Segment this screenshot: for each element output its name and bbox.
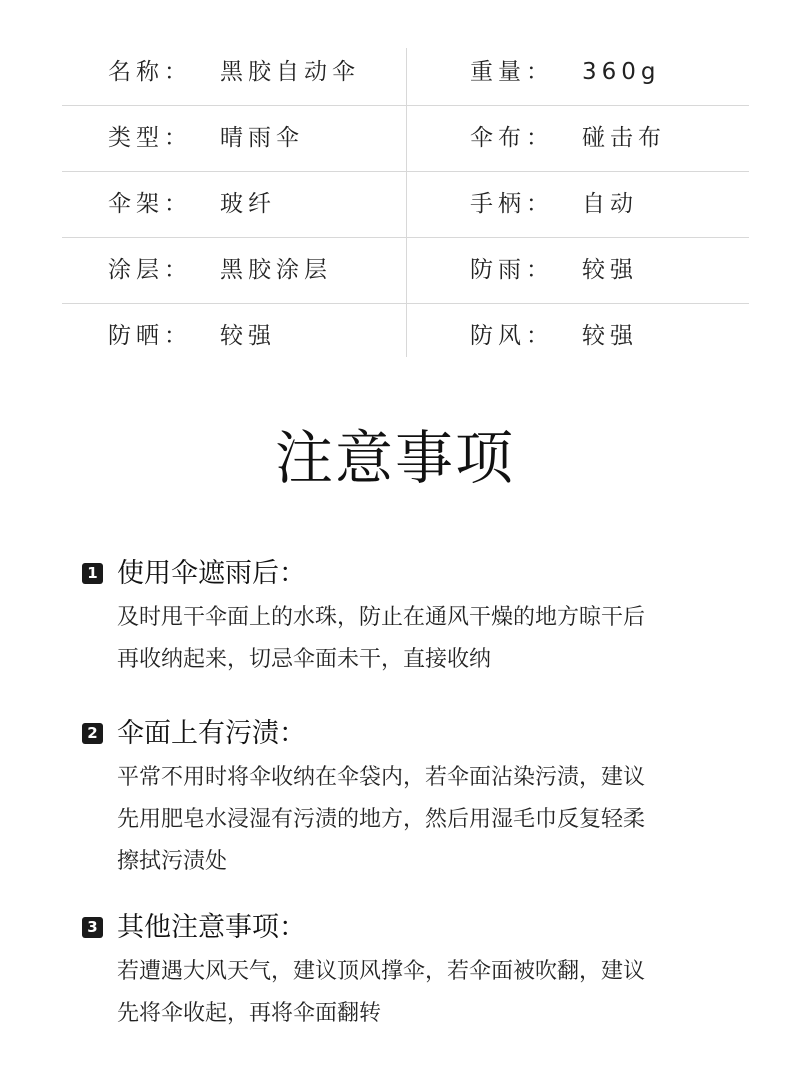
- spec-label: 防雨：: [470, 257, 554, 283]
- spec-label: 伞布：: [470, 125, 554, 151]
- spec-value: 晴雨伞: [220, 125, 304, 151]
- spec-value: 黑胶自动伞: [220, 59, 360, 85]
- notice-item-header: [82, 713, 742, 755]
- notice-item-title: 其他注意事项：: [117, 912, 306, 943]
- spec-label: 防风：: [470, 323, 554, 349]
- spec-value: 黑胶涂层: [220, 257, 332, 283]
- spec-label: 重量：: [470, 59, 554, 85]
- spec-value: 自动: [582, 191, 638, 217]
- number-badge: 3: [82, 917, 103, 938]
- notice-line: 先用肥皂水浸湿有污渍的地方，然后用湿毛巾反复轻柔: [117, 807, 646, 832]
- notice-line: 擦拭污渍处: [117, 849, 228, 874]
- spec-row: [62, 106, 749, 172]
- spec-label: 类型：: [108, 125, 192, 151]
- notice-line: 再收纳起来，切忌伞面未干，直接收纳: [117, 647, 492, 672]
- spec-value: 360g: [582, 59, 661, 85]
- notice-line: 若遭遇大风天气，建议顶风撑伞，若伞面被吹翻，建议: [117, 959, 646, 984]
- spec-label: 名称：: [108, 59, 192, 85]
- spec-label: 伞架：: [108, 191, 192, 217]
- spec-value: 较强: [220, 323, 276, 349]
- notice-line: 平常不用时将伞收纳在伞袋内，若伞面沾染污渍，建议: [117, 765, 646, 790]
- spec-label: 手柄：: [470, 191, 554, 217]
- spec-table: [62, 40, 749, 369]
- notice-item-body: [117, 951, 727, 1035]
- spec-label: 防晒：: [108, 323, 192, 349]
- spec-value: 玻纤: [220, 191, 276, 217]
- notice-item: [82, 713, 742, 883]
- notice-line: 先将伞收起，再将伞面翻转: [117, 1001, 382, 1026]
- notice-item-title: 伞面上有污渍：: [117, 718, 306, 749]
- spec-row: [62, 304, 749, 369]
- spec-value: 较强: [582, 257, 638, 283]
- notice-item-body: [117, 757, 727, 883]
- spec-value: 碰击布: [582, 125, 666, 151]
- number-badge: 2: [82, 723, 103, 744]
- notice-item-header: [82, 553, 742, 595]
- number-badge: 1: [82, 563, 103, 584]
- notice-heading: 注意事项: [274, 424, 515, 492]
- notice-item-header: [82, 907, 742, 949]
- notice-item-title: 使用伞遮雨后：: [117, 558, 306, 589]
- notice-item-body: [117, 597, 727, 681]
- notice-line: 及时甩干伞面上的水珠，防止在通风干燥的地方晾干后: [117, 605, 646, 630]
- spec-value: 较强: [582, 323, 638, 349]
- spec-label: 涂层：: [108, 257, 192, 283]
- notice-item: [82, 553, 742, 681]
- spec-row: [62, 172, 749, 238]
- spec-row: [62, 40, 749, 106]
- notice-item: [82, 907, 742, 1035]
- spec-row: [62, 238, 749, 304]
